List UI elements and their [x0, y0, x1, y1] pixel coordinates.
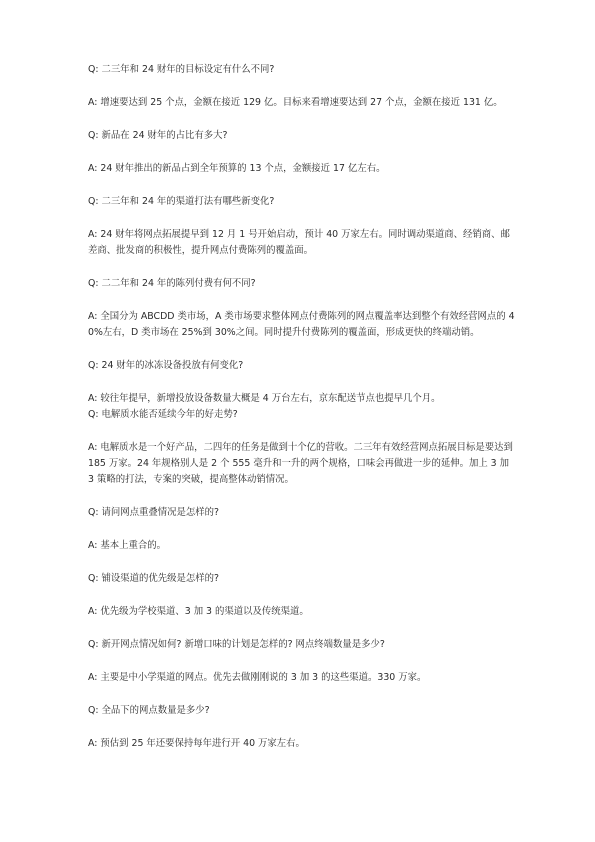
answer-text: A: 24 财年将网点拓展提早到 12 月 1 号开始启动，预计 40 万家左右。同时调动渠道商、经销商、邮差商、批发商的积极性，提升网点付费陈列的覆盖面。: [88, 229, 510, 256]
question-text: Q: 新开网点情况如何? 新增口味的计划是怎样的? 网点终端数量是多少?: [88, 639, 385, 650]
question-text: Q: 请问网点重叠情况是怎样的?: [88, 507, 219, 518]
answer-text: A: 增速要达到 25 个点，金额在接近 129 亿。目标来看增速要达到 27 个点，金额在接近 131 亿。: [88, 97, 503, 108]
answer-text: A: 全国分为 ABCDD 类市场，A 类市场要求整体网点付费陈列的网点覆盖率达到整个有效经营网点的 40%左右，D 类市场在 25%到 30%之间。同时提升付费陈列的覆盖面，形成更快的终端动销。: [88, 311, 515, 338]
question-text: Q: 24 财年的冰冻设备投放有何变化?: [88, 360, 244, 371]
question-text: Q: 铺设渠道的优先级是怎样的?: [88, 573, 219, 584]
question-text: Q: 二二年和 24 年的陈列付费有何不同?: [88, 278, 256, 289]
question-text: Q: 二三年和 24 财年的目标设定有什么不同?: [88, 64, 275, 75]
question-text: Q: 电解质水能否延续今年的好走势?: [88, 409, 238, 420]
answer-text: A: 24 财年推出的新品占到全年预算的 13 个点，金额接近 17 亿左右。: [88, 163, 386, 174]
answer-text: A: 基本上重合的。: [88, 540, 167, 551]
question-text: Q: 全品下的网点数量是多少?: [88, 705, 210, 716]
answer-text: A: 电解质水是一个好产品，二四年的任务是做到十个亿的营收。二三年有效经营网点拓展目标是要达到 185 万家。24 年规格别人是 2 个 555 毫升和一升的两个规格，口味会再做进一步的延伸。加上 3 加 3 策略的打法，专案的突破，提高整体动销情况。: [88, 442, 513, 485]
question-text: Q: 新品在 24 财年的占比有多大?: [88, 130, 228, 141]
question-text: Q: 二三年和 24 年的渠道打法有哪些新变化?: [88, 196, 275, 207]
answer-text: A: 主要是中小学渠道的网点。优先去做刚刚说的 3 加 3 的这些渠道。330 万家。: [88, 672, 427, 683]
answer-text: A: 优先级为学校渠道、3 加 3 的渠道以及传统渠道。: [88, 606, 309, 617]
answer-text: A: 较往年提早，新增投放设备数量大概是 4 万台左右，京东配送节点也提早几个月。: [88, 393, 441, 404]
answer-text: A: 预估到 25 年还要保持每年进行开 40 万家左右。: [88, 738, 305, 749]
